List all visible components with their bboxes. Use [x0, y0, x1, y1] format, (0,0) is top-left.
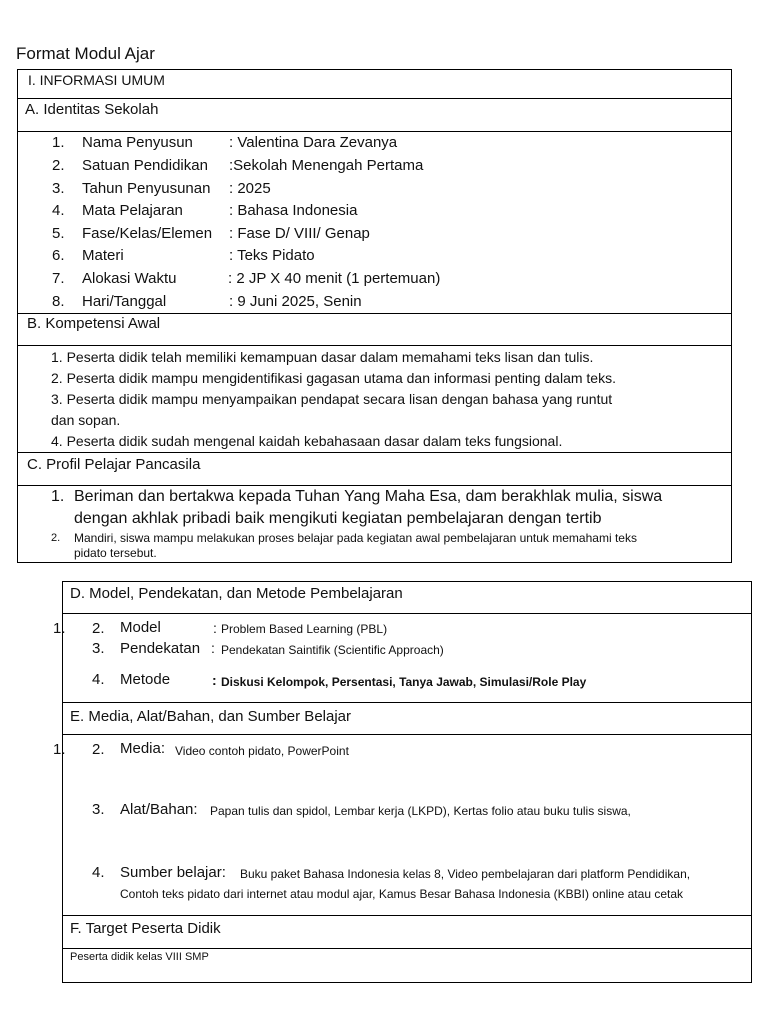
- profil-item-text: Beriman dan bertakwa kepada Tuhan Yang Maha Esa, dam berakhlak mulia, siswa: [74, 488, 663, 505]
- pendekatan-value: Pendekatan Saintifik (Scientific Approach): [221, 643, 444, 657]
- kompetensi-line: 2. Peserta didik mampu mengidentifikasi gagasan utama dan informasi penting dalam teks.: [51, 370, 616, 386]
- list-number: 2.: [92, 620, 105, 637]
- list-number: 4.: [92, 864, 105, 881]
- list-number: 2.: [92, 741, 105, 758]
- list-item-label: Mata Pelajaran: [82, 202, 183, 219]
- pendekatan-label: Pendekatan: [120, 640, 201, 657]
- section-heading-informasi-umum: I. INFORMASI UMUM: [28, 72, 165, 88]
- section-heading-media: E. Media, Alat/Bahan, dan Sumber Belajar: [70, 708, 352, 725]
- pendekatan-colon: :: [211, 640, 215, 656]
- profil-item-text: pidato tersebut.: [74, 546, 157, 560]
- divider: [18, 131, 731, 132]
- list-item-value: : Fase D/ VIII/ Genap: [229, 225, 370, 242]
- list-item-label: Materi: [82, 247, 124, 264]
- model-label: Model: [120, 619, 161, 636]
- model-value: Problem Based Learning (PBL): [221, 622, 388, 636]
- section-heading-target: F. Target Peserta Didik: [70, 920, 221, 937]
- section-heading-kompetensi-awal: B. Kompetensi Awal: [27, 315, 161, 332]
- list-item-label: Satuan Pendidikan: [82, 157, 208, 174]
- list-item-value: : Valentina Dara Zevanya: [229, 134, 398, 151]
- divider: [18, 345, 731, 346]
- list-number: 6.: [52, 247, 65, 264]
- section-heading-profil-pelajar: C. Profil Pelajar Pancasila: [27, 456, 201, 473]
- target-body: Peserta didik kelas VIII SMP: [70, 951, 209, 963]
- list-number: 1.: [53, 741, 66, 758]
- metode-colon: :: [212, 672, 217, 688]
- list-item-label: Fase/Kelas/Elemen: [82, 225, 213, 242]
- kompetensi-line: 4. Peserta didik sudah mengenal kaidah kebahasaan dasar dalam teks fungsional.: [51, 433, 563, 449]
- document-title: Format Modul Ajar: [16, 44, 155, 63]
- list-item-value: : 9 Juni 2025, Senin: [229, 293, 362, 310]
- media-value: Video contoh pidato, PowerPoint: [175, 744, 349, 758]
- kompetensi-line: dan sopan.: [51, 412, 121, 428]
- list-number: 1.: [51, 488, 65, 505]
- model-colon: :: [213, 620, 217, 636]
- metode-label: Metode: [120, 671, 171, 688]
- list-number: 3.: [92, 640, 105, 657]
- divider: [63, 915, 751, 916]
- divider: [63, 613, 751, 614]
- list-item-label: Tahun Penyusunan: [82, 180, 211, 197]
- alat-label: Alat/Bahan:: [120, 801, 198, 818]
- list-item-label: Alokasi Waktu: [82, 270, 177, 287]
- list-number: 1.: [52, 134, 65, 151]
- profil-item-text: Mandiri, siswa mampu melakukan proses belajar pada kegiatan awal pembelajaran untuk memahami teks: [74, 531, 637, 545]
- list-item-value: : Teks Pidato: [229, 247, 315, 264]
- list-number: 3.: [92, 801, 105, 818]
- list-item-label: Nama Penyusun: [82, 134, 193, 151]
- sumber-label: Sumber belajar:: [120, 864, 226, 881]
- list-item-value: : 2 JP X 40 menit (1 pertemuan): [228, 270, 441, 287]
- media-label: Media:: [120, 740, 166, 757]
- kompetensi-line: 1. Peserta didik telah memiliki kemampuan dasar dalam memahami teks lisan dan tulis.: [51, 349, 594, 365]
- list-number: 3.: [52, 180, 65, 197]
- list-number: 8.: [52, 293, 65, 310]
- divider: [18, 485, 731, 486]
- divider: [63, 948, 751, 949]
- section-heading-identitas-sekolah: A. Identitas Sekolah: [25, 101, 159, 118]
- list-number: 4.: [92, 671, 105, 688]
- list-item-value: :Sekolah Menengah Pertama: [229, 157, 424, 174]
- list-item-label: Hari/Tanggal: [82, 293, 167, 310]
- sumber-value-line2: Contoh teks pidato dari internet atau modul ajar, Kamus Besar Bahasa Indonesia (KBBI) online atau cetak: [120, 887, 684, 901]
- list-number: 7.: [52, 270, 65, 287]
- divider: [18, 313, 731, 314]
- divider: [18, 452, 731, 453]
- sumber-value: Buku paket Bahasa Indonesia kelas 8, Video pembelajaran dari platform Pendidikan,: [240, 867, 691, 881]
- divider: [18, 98, 731, 99]
- divider: [63, 702, 751, 703]
- list-number: 4.: [52, 202, 65, 219]
- divider: [63, 734, 751, 735]
- kompetensi-line: 3. Peserta didik mampu menyampaikan pendapat secara lisan dengan bahasa yang runtut: [51, 391, 613, 407]
- section-heading-model: D. Model, Pendekatan, dan Metode Pembelajaran: [70, 585, 403, 602]
- profil-item-text: dengan akhlak pribadi baik mengikuti kegiatan pembelajaran dengan tertib: [74, 510, 602, 527]
- list-item-value: : 2025: [229, 180, 271, 197]
- list-item-value: : Bahasa Indonesia: [229, 202, 358, 219]
- list-number: 1.: [53, 620, 66, 637]
- metode-value: Diskusi Kelompok, Persentasi, Tanya Jawab, Simulasi/Role Play: [221, 675, 587, 689]
- list-number: 2.: [52, 157, 65, 174]
- list-number: 5.: [52, 225, 65, 242]
- alat-value: Papan tulis dan spidol, Lembar kerja (LKPD), Kertas folio atau buku tulis siswa,: [210, 804, 631, 818]
- list-number: 2.: [51, 532, 61, 544]
